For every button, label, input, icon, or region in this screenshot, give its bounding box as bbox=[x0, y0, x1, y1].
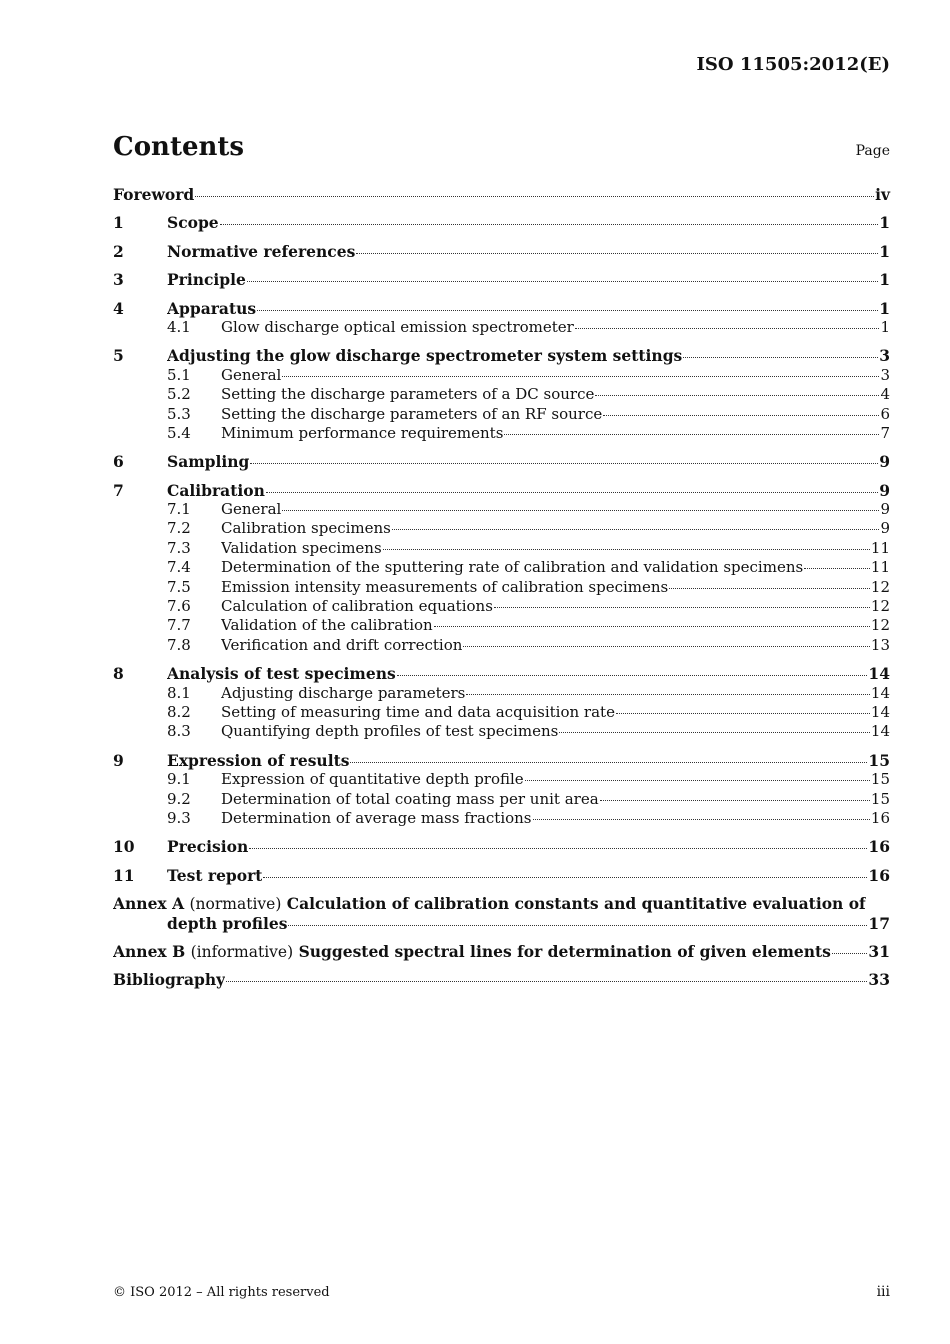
toc-entry-7-3[interactable] bbox=[113, 539, 890, 558]
toc-entry-8-3[interactable] bbox=[113, 722, 890, 741]
toc-number: 4 bbox=[113, 298, 124, 318]
toc-number: 9.2 bbox=[167, 789, 191, 808]
dot-leader bbox=[288, 925, 867, 926]
toc-number: 8.1 bbox=[167, 683, 191, 702]
toc-entry-annex-a-cont[interactable] bbox=[113, 914, 890, 933]
dot-leader bbox=[600, 800, 870, 801]
toc-number: 9.1 bbox=[167, 770, 191, 789]
toc-page: 16 bbox=[868, 837, 890, 857]
toc-number: 10 bbox=[113, 837, 135, 857]
toc-title: Apparatus bbox=[167, 298, 257, 318]
toc-number: 7.2 bbox=[167, 519, 191, 538]
toc-page: 9 bbox=[880, 500, 890, 519]
toc-entry-annex-a[interactable] bbox=[113, 894, 890, 913]
dot-leader bbox=[263, 877, 867, 878]
dot-leader bbox=[494, 607, 870, 608]
toc-page: 12 bbox=[870, 616, 890, 635]
toc-title bbox=[113, 894, 866, 914]
toc-entry-7-4[interactable] bbox=[113, 558, 890, 577]
toc-page: 11 bbox=[870, 558, 890, 577]
dot-leader bbox=[804, 568, 870, 569]
toc-entry-4-1[interactable] bbox=[113, 318, 890, 337]
toc-entry-9-3[interactable] bbox=[113, 809, 890, 828]
toc-entry-8-2[interactable] bbox=[113, 703, 890, 722]
dot-leader bbox=[525, 780, 870, 781]
toc-entry-10[interactable] bbox=[113, 837, 890, 856]
toc-entry-bibliography[interactable] bbox=[113, 970, 890, 989]
toc-number: 11 bbox=[113, 865, 135, 885]
toc-entry-annex-b[interactable] bbox=[113, 942, 890, 961]
toc-number: 5.4 bbox=[167, 423, 191, 442]
toc-title: General bbox=[221, 365, 282, 384]
toc-number: 5.2 bbox=[167, 385, 191, 404]
toc-number: 9 bbox=[113, 750, 124, 770]
toc-title: Setting the discharge parameters of an RF source bbox=[221, 404, 603, 423]
toc-number: 7 bbox=[113, 480, 124, 500]
toc-entry-4[interactable] bbox=[113, 299, 890, 318]
dot-leader bbox=[220, 224, 879, 225]
toc-entry-1[interactable] bbox=[113, 213, 890, 232]
toc-title: Scope bbox=[167, 213, 219, 233]
toc-page: 1 bbox=[879, 241, 890, 261]
toc-number: 7.5 bbox=[167, 577, 191, 596]
toc-entry-11[interactable] bbox=[113, 866, 890, 885]
toc-number: 7.6 bbox=[167, 597, 191, 616]
toc-title: Determination of the sputtering rate of calibration and validation specimens bbox=[221, 558, 804, 577]
toc-entry-9-1[interactable] bbox=[113, 770, 890, 789]
annex-label: Annex A bbox=[113, 894, 185, 914]
dot-leader bbox=[392, 529, 880, 530]
toc-title: General bbox=[221, 500, 282, 519]
toc-entry-2[interactable] bbox=[113, 242, 890, 261]
toc-page: 9 bbox=[880, 519, 890, 538]
toc-title: Verification and drift correction bbox=[221, 635, 463, 654]
annex-label: Annex B bbox=[113, 941, 186, 961]
toc-page: 9 bbox=[879, 480, 890, 500]
toc-number: 8 bbox=[113, 664, 124, 684]
toc-title: Adjusting the glow discharge spectrometer system settings bbox=[167, 346, 683, 366]
toc-page: 1 bbox=[879, 298, 890, 318]
toc-page: 15 bbox=[870, 789, 890, 808]
toc-entry-7-2[interactable] bbox=[113, 519, 890, 538]
dot-leader bbox=[247, 281, 878, 282]
toc-page: 14 bbox=[870, 683, 890, 702]
toc-number: 7.8 bbox=[167, 635, 191, 654]
toc-number: 2 bbox=[113, 241, 124, 261]
toc-entry-5-4[interactable] bbox=[113, 424, 890, 443]
toc-title: Calibration specimens bbox=[221, 519, 391, 538]
toc-title bbox=[113, 942, 831, 962]
table-of-contents bbox=[113, 185, 890, 990]
toc-page: 14 bbox=[870, 722, 890, 741]
toc-entry-7-8[interactable] bbox=[113, 636, 890, 655]
annex-title-line2: depth profiles bbox=[167, 913, 288, 933]
dot-leader bbox=[383, 549, 870, 550]
toc-entry-7-7[interactable] bbox=[113, 616, 890, 635]
dot-leader bbox=[282, 510, 879, 511]
toc-entry-5[interactable] bbox=[113, 346, 890, 365]
dot-leader bbox=[266, 492, 878, 493]
toc-title: Bibliography bbox=[113, 970, 226, 990]
toc-number: 5.3 bbox=[167, 404, 191, 423]
dot-leader bbox=[257, 310, 878, 311]
toc-title: Glow discharge optical emission spectrometer bbox=[221, 317, 574, 336]
toc-page: 17 bbox=[868, 913, 890, 933]
toc-title: Minimum performance requirements bbox=[221, 423, 504, 442]
toc-entry-5-2[interactable] bbox=[113, 385, 890, 404]
dot-leader bbox=[282, 376, 879, 377]
toc-title: Setting the discharge parameters of a DC source bbox=[221, 385, 595, 404]
toc-page: 12 bbox=[870, 577, 890, 596]
toc-entry-7-6[interactable] bbox=[113, 597, 890, 616]
contents-heading: Contents bbox=[113, 132, 245, 162]
toc-page: 31 bbox=[868, 941, 890, 961]
toc-page: 3 bbox=[879, 346, 890, 366]
toc-number: 6 bbox=[113, 452, 124, 472]
toc-number: 3 bbox=[113, 270, 124, 290]
toc-entry-7[interactable] bbox=[113, 481, 890, 500]
toc-entry-9-2[interactable] bbox=[113, 790, 890, 809]
dot-leader bbox=[575, 328, 880, 329]
toc-entry-8-1[interactable] bbox=[113, 684, 890, 703]
toc-page: 11 bbox=[870, 538, 890, 557]
toc-number: 8.3 bbox=[167, 722, 191, 741]
toc-entry-5-3[interactable] bbox=[113, 405, 890, 424]
dot-leader bbox=[249, 848, 867, 849]
toc-page: 1 bbox=[879, 213, 890, 233]
dot-leader bbox=[350, 762, 867, 763]
dot-leader bbox=[533, 819, 870, 820]
toc-title: Precision bbox=[167, 837, 249, 857]
annex-title: Suggested spectral lines for determination of given elements bbox=[298, 941, 831, 961]
toc-title: Analysis of test specimens bbox=[167, 664, 396, 684]
toc-page: 16 bbox=[868, 865, 890, 885]
dot-leader bbox=[603, 415, 879, 416]
page-number: iii bbox=[876, 1284, 890, 1300]
toc-number: 7.1 bbox=[167, 500, 191, 519]
toc-entry-7-1[interactable] bbox=[113, 500, 890, 519]
toc-page: 9 bbox=[879, 452, 890, 472]
dot-leader bbox=[434, 626, 870, 627]
toc-title: Test report bbox=[167, 865, 263, 885]
dot-leader bbox=[463, 646, 870, 647]
toc-number: 5 bbox=[113, 346, 124, 366]
toc-title: Validation specimens bbox=[221, 538, 382, 557]
toc-number: 7.3 bbox=[167, 538, 191, 557]
toc-entry-8[interactable] bbox=[113, 664, 890, 683]
dot-leader bbox=[504, 434, 879, 435]
dot-leader bbox=[397, 675, 868, 676]
toc-title: Calibration bbox=[167, 480, 265, 500]
toc-page: 1 bbox=[880, 317, 890, 336]
toc-title: Setting of measuring time and data acquisition rate bbox=[221, 702, 615, 721]
toc-page: 4 bbox=[880, 385, 890, 404]
toc-entry-9[interactable] bbox=[113, 751, 890, 770]
toc-number: 7.4 bbox=[167, 558, 191, 577]
toc-title: Quantifying depth profiles of test specimens bbox=[221, 722, 559, 741]
dot-leader bbox=[356, 253, 878, 254]
dot-leader bbox=[683, 357, 878, 358]
dot-leader bbox=[250, 463, 878, 464]
document-id: ISO 11505:2012(E) bbox=[696, 54, 890, 75]
toc-title: Emission intensity measurements of calibration specimens bbox=[221, 577, 669, 596]
toc-page: 14 bbox=[870, 702, 890, 721]
toc-entry-foreword[interactable] bbox=[113, 185, 890, 204]
toc-entry-3[interactable] bbox=[113, 270, 890, 289]
dot-leader bbox=[559, 732, 870, 733]
toc-title: Normative references bbox=[167, 241, 356, 261]
toc-title: Calculation of calibration equations bbox=[221, 597, 493, 616]
toc-page: 13 bbox=[870, 635, 890, 654]
dot-leader bbox=[832, 953, 868, 954]
toc-number: 1 bbox=[113, 213, 124, 233]
dot-leader bbox=[226, 981, 867, 982]
dot-leader bbox=[669, 588, 870, 589]
toc-title: Expression of quantitative depth profile bbox=[221, 770, 524, 789]
toc-number: 9.3 bbox=[167, 808, 191, 827]
toc-title: Validation of the calibration bbox=[221, 616, 433, 635]
copyright-notice: © ISO 2012 – All rights reserved bbox=[113, 1285, 330, 1300]
toc-entry-5-1[interactable] bbox=[113, 366, 890, 385]
toc-title: Foreword bbox=[113, 185, 195, 204]
annex-title-line1: Calculation of calibration constants and quantitative evaluation of bbox=[286, 894, 866, 914]
page-column-label: Page bbox=[855, 143, 890, 159]
toc-page: 6 bbox=[880, 404, 890, 423]
toc-number: 7.7 bbox=[167, 616, 191, 635]
toc-page: 16 bbox=[870, 808, 890, 827]
toc-page: 3 bbox=[880, 365, 890, 384]
toc-title: Sampling bbox=[167, 452, 250, 472]
toc-page: 1 bbox=[879, 270, 890, 290]
annex-type: (informative) bbox=[190, 942, 294, 961]
toc-number: 8.2 bbox=[167, 702, 191, 721]
toc-page: 14 bbox=[868, 664, 890, 684]
dot-leader bbox=[466, 694, 870, 695]
toc-title: Determination of average mass fractions bbox=[221, 808, 532, 827]
toc-number: 5.1 bbox=[167, 365, 191, 384]
toc-page: 33 bbox=[868, 970, 890, 990]
annex-type: (normative) bbox=[189, 895, 282, 914]
toc-title: Principle bbox=[167, 270, 246, 290]
toc-number: 4.1 bbox=[167, 317, 191, 336]
toc-page: 15 bbox=[870, 770, 890, 789]
toc-page: 7 bbox=[880, 423, 890, 442]
toc-page: iv bbox=[875, 185, 890, 204]
toc-entry-7-5[interactable] bbox=[113, 578, 890, 597]
toc-title: Determination of total coating mass per unit area bbox=[221, 789, 599, 808]
dot-leader bbox=[595, 395, 879, 396]
toc-entry-6[interactable] bbox=[113, 452, 890, 471]
toc-title: Adjusting discharge parameters bbox=[221, 683, 466, 702]
toc-title: Expression of results bbox=[167, 750, 350, 770]
dot-leader bbox=[195, 196, 874, 197]
dot-leader bbox=[616, 713, 870, 714]
toc-page: 12 bbox=[870, 597, 890, 616]
toc-page: 15 bbox=[868, 750, 890, 770]
